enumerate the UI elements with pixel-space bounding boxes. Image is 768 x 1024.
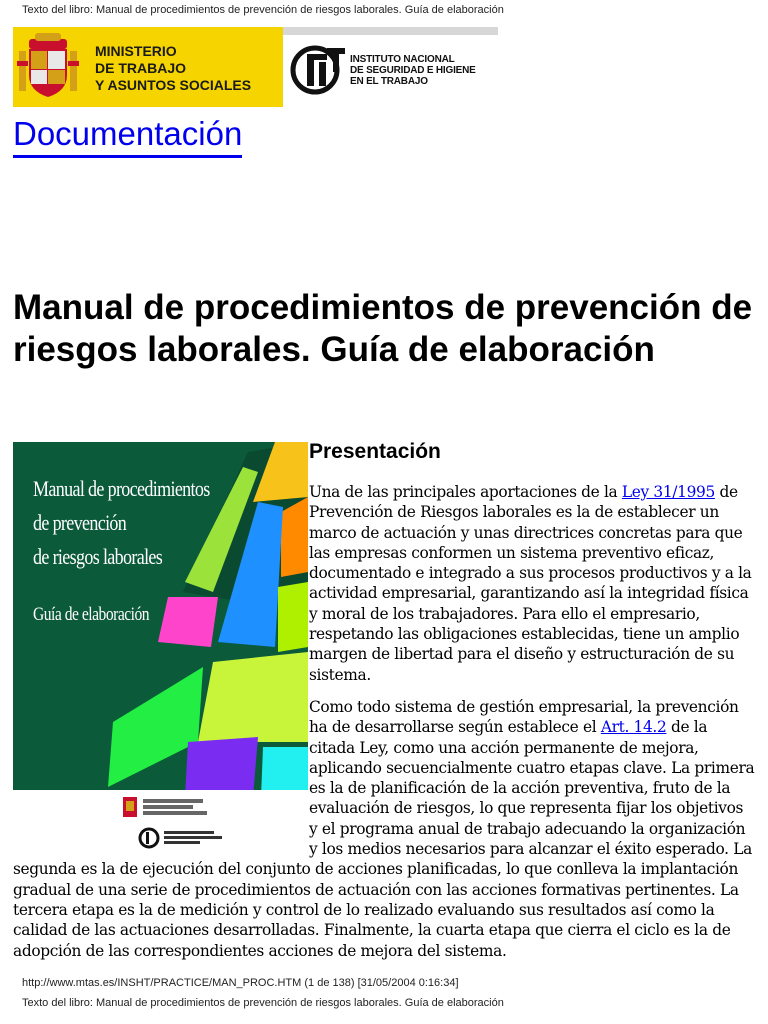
ley-31-1995-link[interactable]: Ley 31/1995 xyxy=(621,483,715,501)
coat-of-arms-icon xyxy=(15,31,81,103)
header-divider-bar xyxy=(283,27,498,35)
insht-line: INSTITUTO NACIONAL xyxy=(350,54,455,65)
ministerio-line: MINISTERIO xyxy=(95,43,177,59)
documentacion-link[interactable]: Documentación xyxy=(13,114,242,158)
insht-logo xyxy=(289,42,499,98)
ministerio-line: Y ASUNTOS SOCIALES xyxy=(95,77,252,93)
cover-title-line: de prevención xyxy=(33,510,127,535)
cover-title-line: Manual de procedimientos xyxy=(33,476,210,501)
art-14-2-link[interactable]: Art. 14.2 xyxy=(600,718,667,737)
paragraph-text: de Prevención de Riesgos laborales es la de establecer un marco de actuación y unas directrices concretas para que las empresas conformen un sistema preventivo eficaz, documentado e integrado a sus procesos productivos y a la actividad empresarial, garantizando así la integridad física y moral de los trabajadores. Para ello el empresario, respetando las obligaciones establecidas, tiene un amplio margen de libertad para el diseño y estructuración de su sistema. xyxy=(309,483,752,684)
paragraph-text: Una de las principales aportaciones de la xyxy=(309,483,622,501)
cover-title-line: de riesgos laborales xyxy=(33,544,163,569)
ministerio-logo xyxy=(13,27,283,107)
ministerio-line: DE TRABAJO xyxy=(95,60,187,76)
paragraph-text: Como todo sistema de gestión empresarial, la prevención ha de desarrollarse según establece el xyxy=(309,697,739,737)
footer-url: http://www.mtas.es/INSHT/PRACTICE/MAN_PROC.HTM (1 de 138) [31/05/2004 0:16:34] xyxy=(22,977,459,989)
insht-line: DE SEGURIDAD E HIGIENE xyxy=(350,65,476,76)
footer-title: Texto del libro: Manual de procedimientos de prevención de riesgos laborales. Guía de elaboración xyxy=(22,997,504,1009)
cover-subtitle: Guía de elaboración xyxy=(33,604,150,625)
insht-text xyxy=(350,54,476,87)
insht-line: EN EL TRABAJO xyxy=(350,76,428,87)
body-text xyxy=(13,482,755,973)
section-heading: Presentación xyxy=(309,440,441,463)
paragraph-text: de la citada Ley, como una acción permanente de mejora, aplicando secuencialmente cuatro etapas clave. La primera es la de planificación de la acción preventiva, fruto de la evaluación de riesgos, lo que representa fijar los objetivos y el programa anual de trabajo adecuando la organización y los medios necesarios para alcanzar el éxito esperado. La segunda es la de ejecución del conjunto de acciones planificadas, lo que conlleva la implantación gradual de una serie de procedimientos de actuación con las acciones formativas pertinentes. La tercera etapa es la de medición y control de lo realizado evaluando sus resultados así como la calidad de las actuaciones desarrolladas. Finalmente, la cuarta etapa que cierra el ciclo es la de adopción de las correspondientes acciones de mejora del sistema. xyxy=(13,718,755,960)
cover-float-spacer xyxy=(13,482,309,858)
page-header-text: Texto del libro: Manual de procedimientos de prevención de riesgos laborales. Guía de elaboración xyxy=(22,4,504,16)
ministerio-text xyxy=(95,43,251,94)
page-title: Manual de procedimientos de prevención de riesgos laborales. Guía de elaboración xyxy=(13,288,753,369)
insht-emblem-icon xyxy=(289,44,347,96)
